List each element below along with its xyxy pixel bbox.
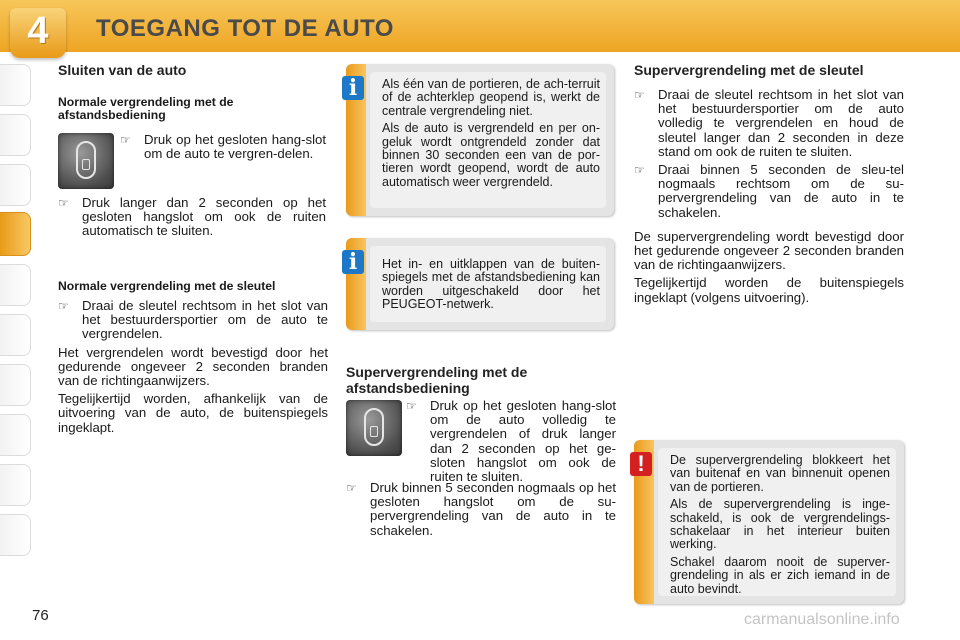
- side-tab: [0, 264, 31, 306]
- side-tab: [0, 64, 31, 106]
- remote-key-lock-icon: [58, 133, 114, 189]
- bullet-text: Druk binnen 5 seconden nogmaals op het gesloten hangslot om de su-pervergrendeling van de auto in te schakelen.: [370, 480, 616, 538]
- side-tab: [0, 514, 31, 556]
- info-icon: i: [342, 250, 364, 274]
- chapter-number: 4: [27, 10, 49, 52]
- bullet-text: Druk op het gesloten hang-slot om de auto volledig te vergrendelen of druk langer dan 2 seconden op het ge-sloten hangslot om ook de ruiten te sluiten.: [430, 398, 616, 485]
- bullet-text: Druk langer dan 2 seconden op het gesloten hangslot om ook de ruiten automatisch te sluiten.: [82, 195, 326, 239]
- warning-box-deadlock: [634, 440, 904, 604]
- info-icon: i: [342, 76, 364, 100]
- pointing-hand-icon: ☞: [634, 88, 645, 102]
- warning-text: Schakel daarom nooit de superver-grendeling in als er zich iemand in de auto bevindt.: [670, 554, 890, 596]
- middle-bullet-1: [404, 399, 616, 484]
- remote-bullet-1: [118, 133, 326, 161]
- remote-bullet-2: [56, 196, 326, 239]
- section-title-deadlock-remote: Supervergrendeling met de afstandsbediening: [346, 364, 528, 396]
- pointing-hand-icon: ☞: [634, 163, 645, 178]
- pointing-hand-icon: ☞: [58, 196, 69, 210]
- watermark: carmanualsonline.info: [744, 611, 900, 628]
- warning-icon: !: [630, 452, 652, 476]
- paragraph: Tegelijkertijd worden de buitenspiegels ingeklapt (volgens uitvoering).: [634, 275, 904, 305]
- middle-column: [346, 364, 616, 396]
- info-text: Het in- en uitklappen van de buiten-spiegels met de afstandsbediening kan worden uitgeschakeld door het PEUGEOT-netwerk.: [382, 257, 600, 312]
- paragraph: Tegelijkertijd worden, afhankelijk van de uitvoering van de auto, de buitenspiegels ingeklapt.: [58, 391, 328, 435]
- paragraph: Het vergrendelen wordt bevestigd door het gedurende ongeveer 2 seconden branden van de richtingaanwijzers.: [58, 344, 328, 389]
- chapter-tab: [10, 8, 66, 58]
- info-box-mirrors: [346, 238, 614, 330]
- middle-bullet-2: [344, 481, 616, 538]
- pointing-hand-icon: ☞: [58, 299, 69, 313]
- pointing-hand-icon: ☞: [120, 133, 131, 147]
- remote-key-lock-icon: [346, 400, 402, 456]
- left-column: [58, 62, 326, 122]
- info-box-central-locking: [346, 64, 614, 216]
- paragraph: De supervergrendeling wordt bevestigd door het gedurende ongeveer 2 seconden branden van de richtingaanwijzers.: [634, 228, 904, 273]
- subtitle-key-locking: Normale vergrendeling met de sleutel: [58, 279, 276, 293]
- bullet-text: Draai de sleutel rechtsom in het slot van het bestuurdersportier om de auto te vergrendelen.: [82, 298, 328, 342]
- bullet-text: Druk op het gesloten hang-slot om de auto te vergren-delen.: [144, 132, 326, 162]
- section-title-closing: Sluiten van de auto: [58, 62, 187, 78]
- info-text: Als één van de portieren, de ach-terruit of de achterklep geopend is, werkt de centrale vergrendeling niet.: [382, 77, 600, 118]
- bullet-text: Draai de sleutel rechtsom in het slot van het bestuurdersportier om de auto volledig te vergrendelen en houd de sleutel langer dan 2 seconden in deze stand om ook de ruiten te sluiten.: [658, 87, 904, 159]
- left-column-key: [58, 280, 328, 435]
- warning-text: Als de supervergrendeling is inge-schakeld, is ook de vergrendelings-schakelaar in het interieur buiten werking.: [670, 497, 890, 552]
- pointing-hand-icon: ☞: [406, 399, 417, 413]
- chapter-title: TOEGANG TOT DE AUTO: [96, 15, 394, 42]
- side-tab: [0, 464, 31, 506]
- side-tab: [0, 314, 31, 356]
- side-tab-active: [0, 212, 31, 256]
- bullet-text: Draai binnen 5 seconden de sleu-tel nogmaals rechtsom om de su-pervergrendeling van de auto in te schakelen.: [658, 162, 904, 220]
- side-tab: [0, 164, 31, 206]
- subtitle-remote-locking: Normale vergrendeling met de afstandsbediening: [58, 95, 234, 122]
- page-number: 76: [32, 607, 49, 624]
- warning-text: De supervergrendeling blokkeert het van buitenaf en van binnenuit openen van de portieren.: [670, 453, 890, 494]
- info-text: Als de auto is vergrendeld en per on-geluk wordt ontgrendeld zonder dat binnen 30 seconden een van de por-tieren wordt geopend, wordt de auto automatisch weer vergrendeld.: [382, 121, 600, 189]
- section-title-deadlock-key: Supervergrendeling met de sleutel: [634, 62, 864, 78]
- right-column: [634, 62, 904, 305]
- side-tab: [0, 414, 31, 456]
- side-tab: [0, 114, 31, 156]
- pointing-hand-icon: ☞: [346, 481, 357, 495]
- side-tab: [0, 364, 31, 406]
